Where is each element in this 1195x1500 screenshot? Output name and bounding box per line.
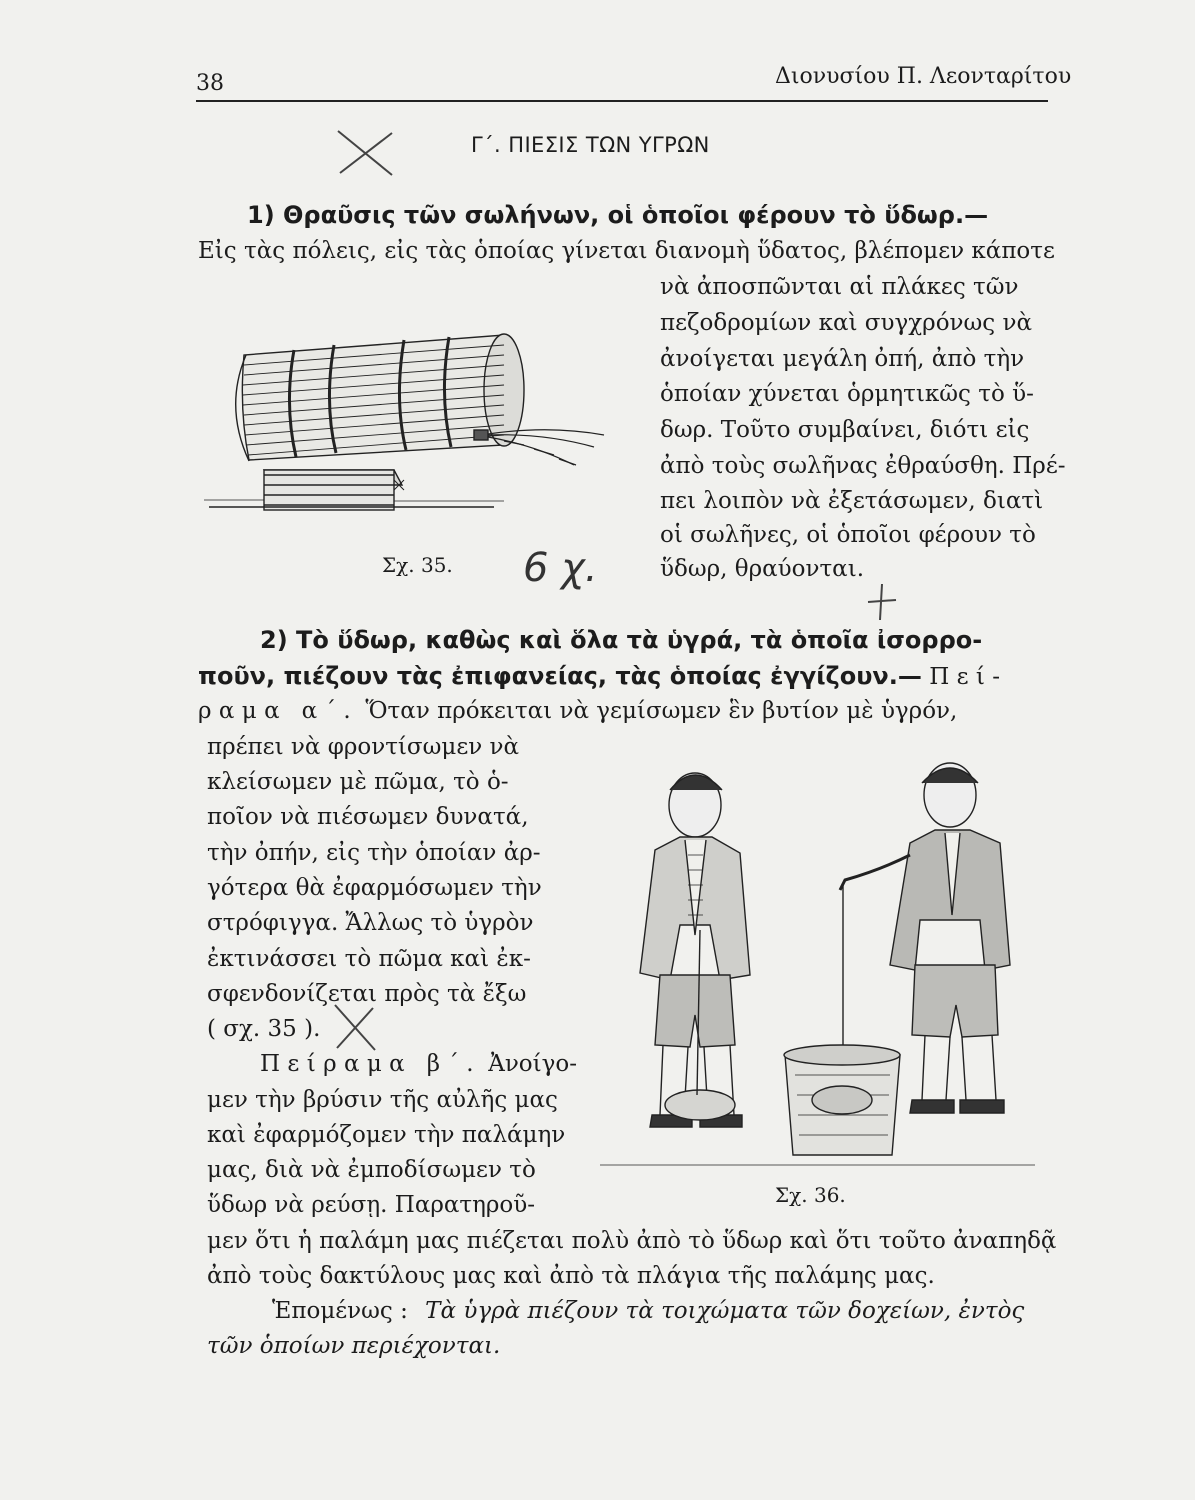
part1-line: δωρ. Τοῦτο συμβαίνει, διότι εἰς bbox=[660, 417, 1030, 443]
part2-line: σφενδονίζεται πρὸς τὰ ἔξω bbox=[207, 981, 527, 1007]
figure-35-caption: Σχ. 35. bbox=[382, 553, 453, 577]
part2-experiment-a-label-cont: ραμα α΄. bbox=[198, 698, 359, 724]
part2-line: μεν ὅτι ἡ παλάμη μας πιέζεται πολὺ ἀπὸ τὸ ὕδωρ καὶ ὅτι τοῦτο ἀναπηδᾷ bbox=[207, 1228, 1057, 1254]
part2-heading-line1: 2) Τὸ ὕδωρ, καθὼς καὶ ὅλα τὰ ὑγρά, τὰ ὁποῖα ἰσορρο- bbox=[260, 626, 983, 654]
part1-line: ὁποίαν χύνεται ὁρμητικῶς τὸ ὕ- bbox=[660, 381, 1034, 407]
pencil-x-mark bbox=[330, 125, 400, 180]
part2-line: πρέπει νὰ φροντίσωμεν νὰ bbox=[207, 734, 520, 760]
section-title: Γ΄. ΠΙΕΣΙΣ ΤΩΝ ΥΓΡΩΝ bbox=[471, 133, 710, 157]
pencil-x-mark-2 bbox=[325, 1000, 385, 1055]
pencil-note: 6 χ. bbox=[523, 545, 598, 591]
part1-line: νὰ ἀποσπῶνται αἱ πλάκες τῶν bbox=[660, 274, 1019, 300]
part2-line: κλείσωμεν μὲ πῶμα, τὸ ὁ- bbox=[207, 769, 509, 795]
part1-line: Εἰς τὰς πόλεις, εἰς τὰς ὁποίας γίνεται διανομὴ ὕδατος, βλέπομεν κάποτε bbox=[198, 238, 1055, 264]
part2-line: μεν τὴν βρύσιν τῆς αὐλῆς μας bbox=[207, 1087, 558, 1113]
part2-line: Ἀνοίγο- bbox=[488, 1051, 578, 1077]
running-head: Διονυσίου Π. Λεονταρίτου bbox=[775, 64, 1072, 89]
part2-line: τὴν ὀπήν, εἰς τὴν ὁποίαν ἀρ- bbox=[207, 840, 541, 866]
part2-line: ἐκτινάσσει τὸ πῶμα καὶ ἐκ- bbox=[207, 946, 531, 972]
part2-line: ὕδωρ νὰ ρεύσῃ. Παρατηροῦ- bbox=[207, 1192, 536, 1218]
part2-experiment-a-label: Πεί- bbox=[929, 664, 1008, 690]
part2-line: μας, διὰ νὰ ἐμποδίσωμεν τὸ bbox=[207, 1157, 536, 1183]
part2-line: γότερα θὰ ἐφαρμόσωμεν τὴν bbox=[207, 875, 542, 901]
part1-line: οἱ σωλῆνες, οἱ ὁποῖοι φέρουν τὸ bbox=[660, 522, 1036, 548]
part2-line: Ὅταν πρόκειται νὰ γεμίσωμεν ἓν βυτίον μὲ ὑγρόν, bbox=[365, 698, 958, 724]
page-number: 38 bbox=[196, 71, 224, 96]
part2-line: ποῖον νὰ πιέσωμεν δυνατά, bbox=[207, 804, 529, 830]
part1-line: ἀπὸ τοὺς σωλῆνας ἐθραύσθη. Πρέ- bbox=[660, 453, 1066, 479]
conclusion-text-cont: τῶν ὁποίων περιέχονται. bbox=[207, 1333, 501, 1359]
part1-line: ἀνοίγεται μεγάλη ὀπή, ἀπὸ τὴν bbox=[660, 346, 1025, 372]
part2-line: στρόφιγγα. Ἄλλως τὸ ὑγρὸν bbox=[207, 910, 534, 936]
conclusion-label: Ἑπομένως : bbox=[272, 1298, 408, 1324]
part2-line: καὶ ἐφαρμόζομεν τὴν παλάμην bbox=[207, 1122, 566, 1148]
conclusion-text: Τὰ ὑγρὰ πιέζουν τὰ τοιχώματα τῶν δοχείων, ἐντὸς bbox=[425, 1298, 1025, 1324]
part1-line: πεζοδρομίων καὶ συγχρόνως νὰ bbox=[660, 310, 1032, 336]
part1-line: πει λοιπὸν νὰ ἐξετάσωμεν, διατὶ bbox=[660, 488, 1044, 514]
part2-line: ἀπὸ τοὺς δακτύλους μας καὶ ἀπὸ τὰ πλάγια τῆς παλάμης μας. bbox=[207, 1263, 935, 1289]
figure-36-caption: Σχ. 36. bbox=[775, 1183, 846, 1207]
part2-heading-line2: ποῦν, πιέζουν τὰς ἐπιφανείας, τὰς ὁποίας ἐγγίζουν.— bbox=[198, 662, 922, 690]
header-rule bbox=[196, 100, 1048, 102]
part2-experiment-b-label: Πείραμα β΄. bbox=[260, 1051, 481, 1077]
part1-heading: 1) Θραῦσις τῶν σωλήνων, οἱ ὁποῖοι φέρουν τὸ ὕδωρ.— bbox=[247, 201, 989, 229]
barrel-illustration bbox=[204, 295, 644, 550]
part2-line: ( σχ. 35 ). bbox=[207, 1016, 321, 1042]
pencil-plus-mark bbox=[862, 580, 902, 625]
part1-line: ὕδωρ, θραύονται. bbox=[660, 556, 865, 582]
boys-experiment-illustration bbox=[600, 755, 1035, 1175]
